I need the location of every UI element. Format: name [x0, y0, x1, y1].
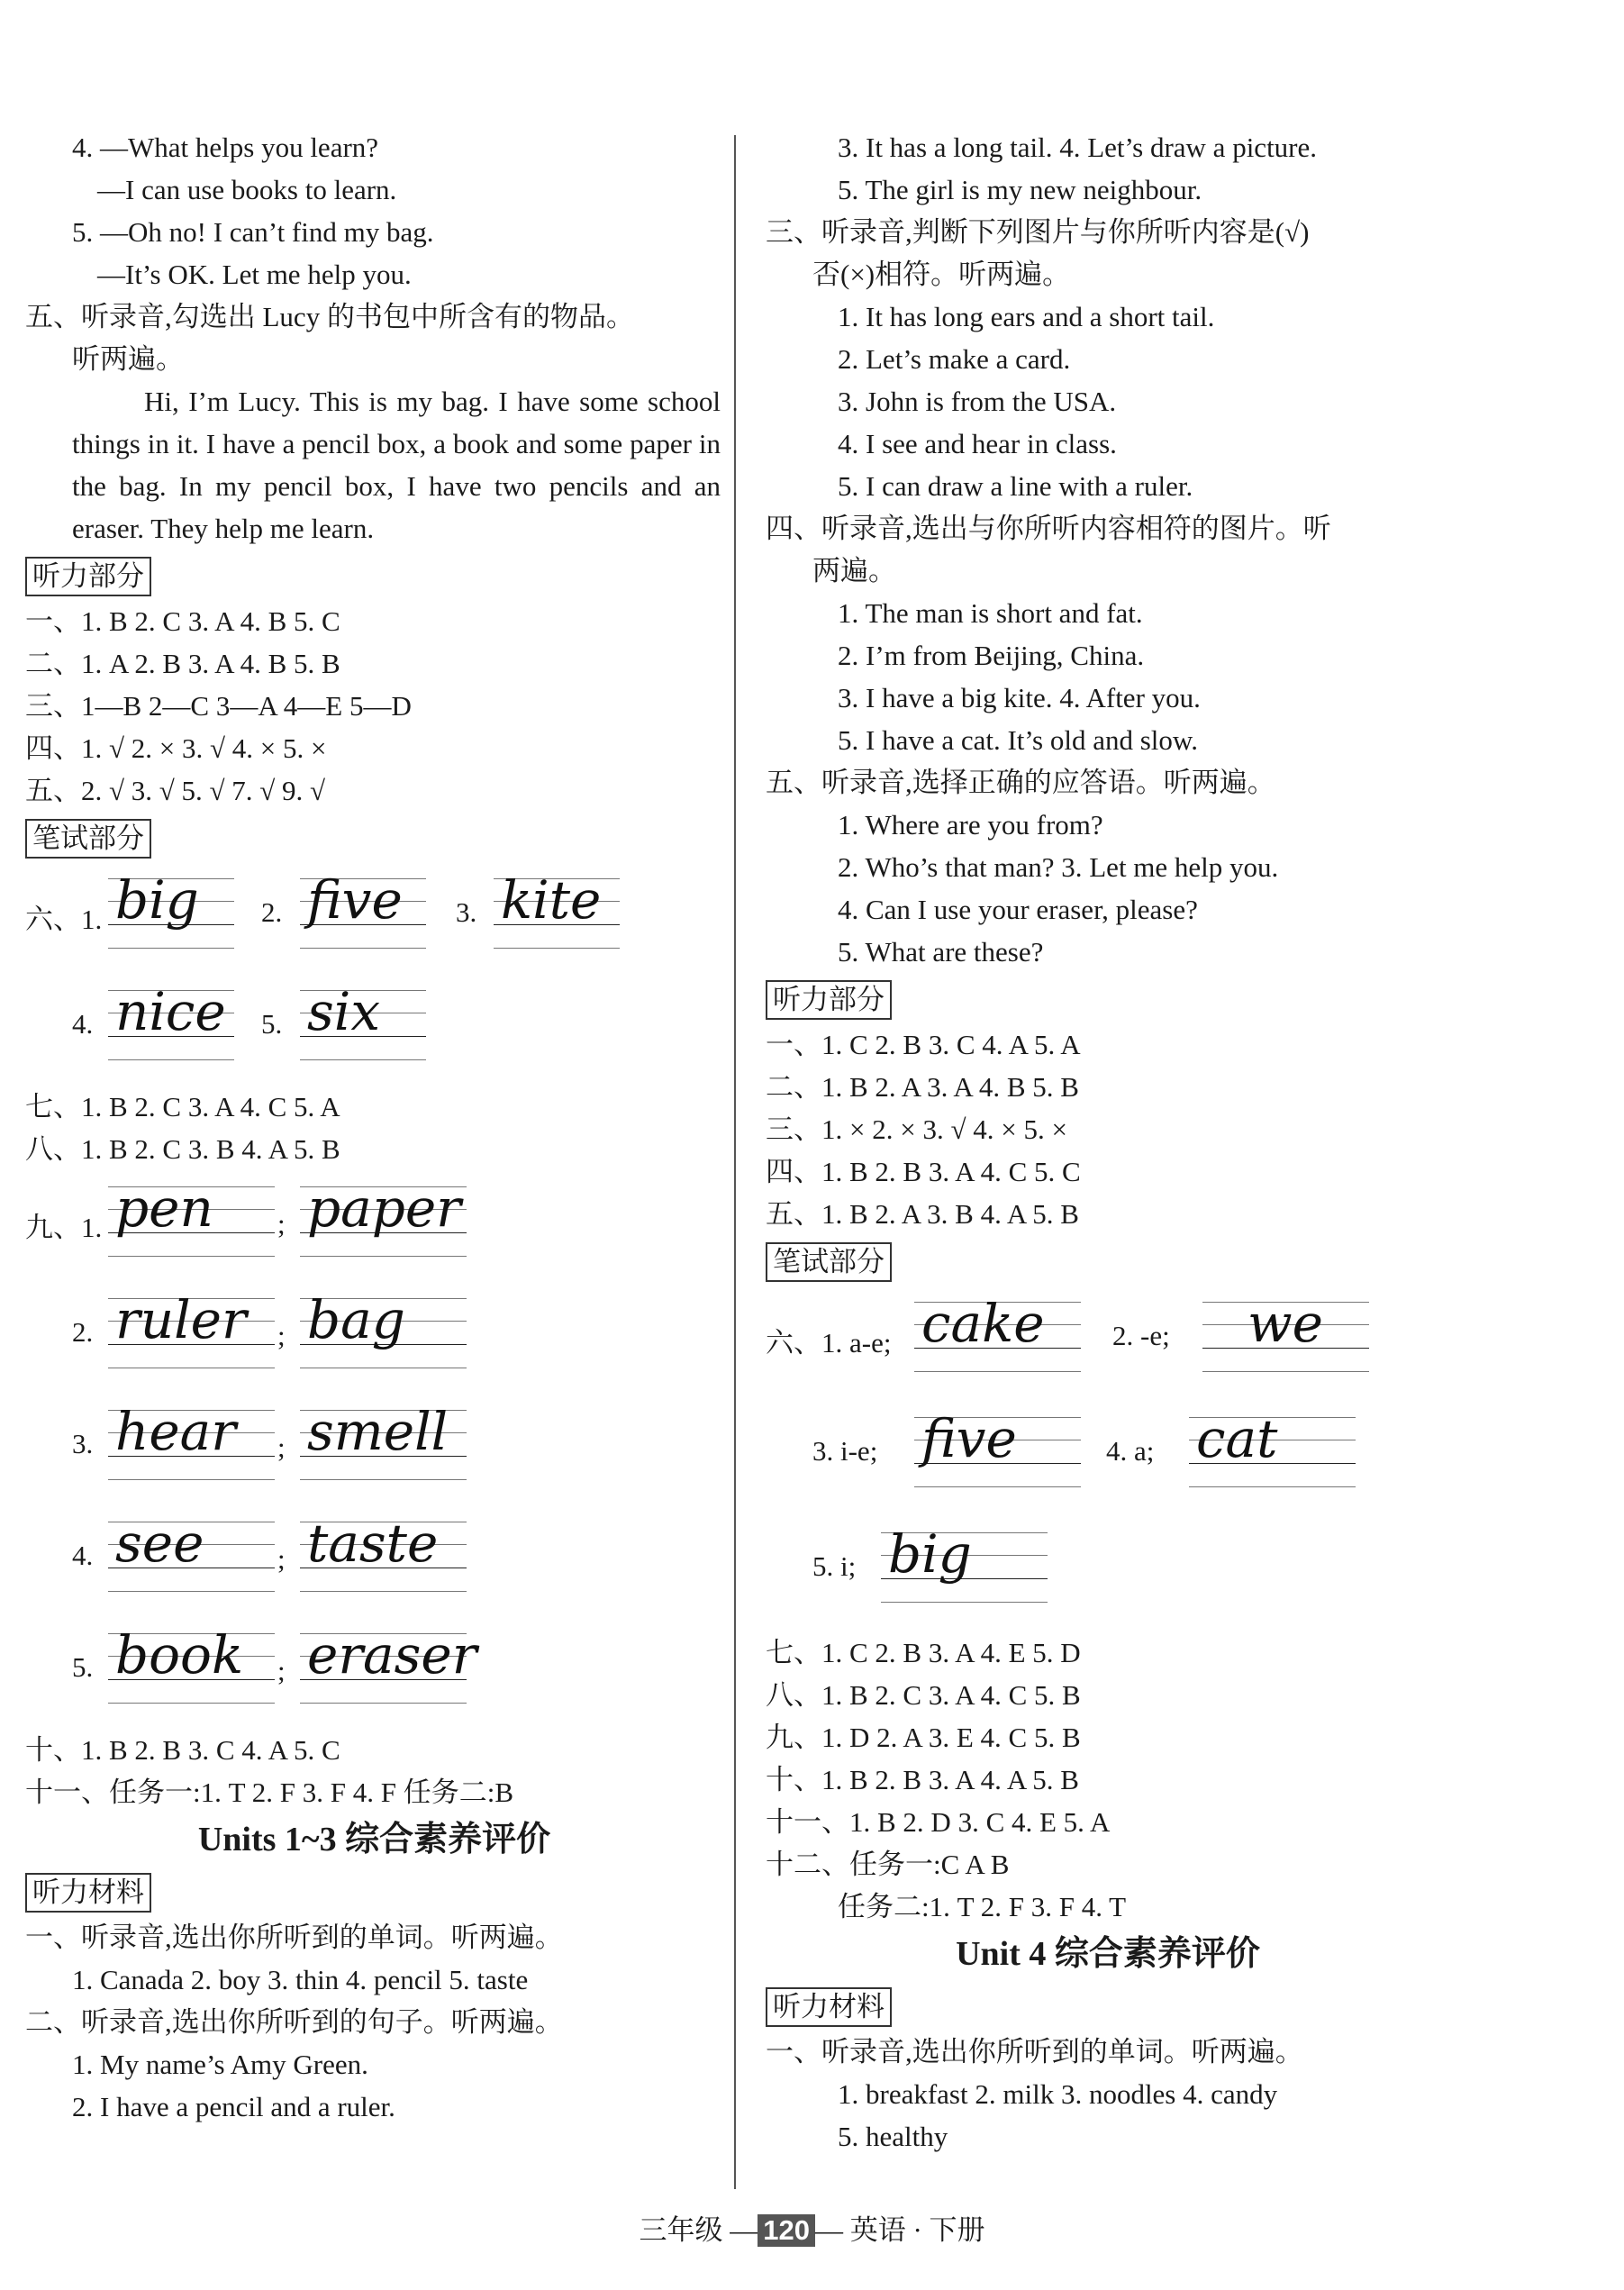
answer-line: 八、1. B 2. C 3. B 4. A 5. B: [25, 1133, 340, 1165]
handwritten-word: kite: [501, 869, 602, 931]
answer-line: 九、1. D 2. A 3. E 4. C 5. B: [766, 1722, 1081, 1753]
text-line: 1. breakfast 2. milk 3. noodles 4. candy: [838, 2078, 1278, 2110]
answer-line: 十、1. B 2. B 3. C 4. A 5. C: [25, 1734, 340, 1766]
listen-part-box: 听力部分: [25, 557, 151, 596]
text-line: 5. I have a cat. It’s old and slow.: [838, 724, 1199, 756]
left-column: [25, 126, 723, 2128]
writing-lines: [1189, 1401, 1356, 1500]
item-number: 5.: [261, 1008, 283, 1040]
text-line: 4. I see and hear in class.: [838, 428, 1117, 459]
answer-line: 十二、任务一:C A B: [766, 1849, 1010, 1880]
answer-line: 四、1. B 2. B 3. A 4. C 5. C: [766, 1156, 1081, 1187]
text-line: 5. What are these?: [838, 936, 1044, 968]
text-line: 3. I have a big kite. 4. After you.: [838, 682, 1201, 713]
handwritten-word: pen: [115, 1177, 213, 1239]
answer-line: 一、1. C 2. B 3. C 4. A 5. A: [766, 1029, 1081, 1060]
writing-lines: [300, 1282, 467, 1381]
writing-lines: [300, 1394, 467, 1493]
item-label: 3. i-e;: [812, 1435, 878, 1467]
handwritten-word: bag: [307, 1289, 405, 1350]
handwriting-row: [766, 1401, 1450, 1516]
handwriting-row: [25, 974, 723, 1086]
text-line: 2. Let’s make a card.: [838, 343, 1071, 375]
handwritten-word: book: [115, 1624, 244, 1686]
section-title: 二、听录音,选出你所听到的句子。听两遍。: [25, 2006, 563, 2038]
text-line: 5. healthy: [838, 2121, 948, 2152]
section-title: 四、听录音,选出与你所听内容相符的图片。听: [766, 513, 1331, 544]
text-line: 3. John is from the USA.: [838, 386, 1117, 417]
handwriting-row: [25, 862, 723, 974]
writing-lines: [300, 1617, 477, 1716]
text-line: 2. I’m from Beijing, China.: [838, 640, 1145, 671]
page-footer: 三年级 — 120 — 英语 · 下册: [639, 2214, 985, 2246]
answer-line: 七、1. C 2. B 3. A 4. E 5. D: [766, 1637, 1081, 1668]
handwriting-row: 2. ruler ; bag: [25, 1282, 723, 1394]
section-title: 一、听录音,选出你所听到的单词。听两遍。: [25, 1922, 563, 1953]
writing-lines: [108, 1282, 275, 1381]
item-number: 3.: [72, 1428, 94, 1459]
answer-line: 一、1. B 2. C 3. A 4. B 5. C: [25, 605, 340, 637]
text-line: 2. I have a pencil and a ruler.: [72, 2091, 395, 2122]
section-title-cont: 听两遍。: [72, 343, 184, 375]
section-title: 三、听录音,判断下列图片与你所听内容是(√): [766, 216, 1310, 248]
item-number: 2.: [261, 896, 283, 928]
item-label: 六、1.: [25, 904, 103, 935]
column-divider: [734, 135, 736, 2189]
writing-lines: [108, 1617, 275, 1716]
section-title: 五、听录音,选择正确的应答语。听两遍。: [766, 767, 1275, 798]
writing-lines: [108, 974, 234, 1073]
item-number: 4.: [72, 1008, 94, 1040]
answer-line: 七、1. B 2. C 3. A 4. C 5. A: [25, 1091, 340, 1122]
handwritten-word: big: [115, 869, 199, 931]
handwritten-word: hear: [115, 1401, 236, 1462]
footer-grade: 三年级: [639, 2214, 723, 2246]
answer-line: 二、1. A 2. B 3. A 4. B 5. B: [25, 648, 340, 679]
writing-lines: [300, 1170, 467, 1269]
handwriting-row: 4. see ; taste: [25, 1505, 723, 1617]
right-column: [766, 126, 1450, 2158]
footer-subject: 英语 · 下册: [849, 2214, 985, 2246]
text-line: 4. Can I use your eraser, please?: [838, 894, 1198, 925]
handwritten-word: six: [307, 981, 381, 1042]
section-title: 五、听录音,勾选出 Lucy 的书包中所含有的物品。: [25, 301, 634, 332]
item-label: 六、1. a-e;: [766, 1327, 892, 1359]
writing-lines: [914, 1401, 1081, 1500]
text-line: —It’s OK. Let me help you.: [97, 259, 412, 290]
item-number: 4.: [72, 1540, 94, 1571]
item-label: 4. a;: [1106, 1435, 1155, 1467]
writing-lines: [881, 1516, 1048, 1615]
writing-lines: [108, 1505, 275, 1604]
handwritten-word: big: [888, 1523, 972, 1585]
answer-line: 八、1. B 2. C 3. A 4. C 5. B: [766, 1679, 1081, 1711]
handwritten-word: see: [115, 1513, 204, 1574]
answer-line: 三、1—B 2—C 3—A 4—E 5—D: [25, 690, 412, 722]
passage: Hi, I’m Lucy. This is my bag. I have some school things in it. I have a pencil box, a book and some paper in the bag. In my pencil box, I have two pencils and an eraser. They help me learn.: [72, 386, 721, 544]
handwriting-row: [766, 1516, 1450, 1631]
section-heading: Unit 4 综合素养评价: [956, 1935, 1260, 1973]
handwritten-word: cake: [921, 1293, 1045, 1354]
section-title-cont: 否(×)相符。听两遍。: [812, 259, 1071, 290]
writing-lines: [300, 974, 426, 1073]
handwritten-word: smell: [307, 1401, 449, 1462]
text-line: 1. Where are you from?: [838, 809, 1103, 841]
text-line: 1. Canada 2. boy 3. thin 4. pencil 5. taste: [72, 1964, 529, 1995]
text-line: 2. Who’s that man? 3. Let me help you.: [838, 851, 1279, 883]
handwriting-row: 3. hear ; smell: [25, 1394, 723, 1505]
material-box: 听力材料: [25, 1873, 151, 1913]
item-label: 2. -e;: [1112, 1320, 1170, 1351]
handwritten-word: paper: [307, 1177, 461, 1239]
text-line: 3. It has a long tail. 4. Let’s draw a picture.: [838, 132, 1318, 163]
handwriting-row: 5. book ; eraser: [25, 1617, 723, 1729]
text-line: 4. —What helps you learn?: [72, 132, 379, 163]
answer-line: 四、1. √ 2. × 3. √ 4. × 5. ×: [25, 732, 327, 764]
handwriting-row: 九、1. pen ; paper: [25, 1170, 723, 1282]
handwritten-word: we: [1247, 1293, 1323, 1354]
text-line: 1. My name’s Amy Green.: [72, 2049, 368, 2080]
section-title-cont: 两遍。: [812, 555, 896, 586]
listen-part-box: 听力部分: [766, 980, 892, 1020]
answer-line: 任务二:1. T 2. F 3. F 4. T: [838, 1891, 1127, 1922]
section-heading: Units 1~3 综合素养评价: [197, 1821, 551, 1858]
written-part-box: 笔试部分: [25, 819, 151, 859]
answer-line: 五、2. √ 3. √ 5. √ 7. √ 9. √: [25, 775, 326, 806]
handwritten-word: cat: [1196, 1408, 1278, 1469]
writing-lines: [494, 862, 620, 961]
handwritten-word: ruler: [115, 1289, 247, 1350]
writing-lines: [300, 862, 426, 961]
answer-line: 十、1. B 2. B 3. A 4. A 5. B: [766, 1764, 1079, 1795]
item-number: 5.: [72, 1651, 94, 1683]
writing-lines: [914, 1286, 1081, 1385]
item-number: 3.: [456, 896, 477, 928]
answer-line: 五、1. B 2. A 3. B 4. A 5. B: [766, 1198, 1079, 1230]
text-line: 5. The girl is my new neighbour.: [838, 174, 1202, 205]
section-title: 一、听录音,选出你所听到的单词。听两遍。: [766, 2036, 1303, 2067]
item-number: 2.: [72, 1316, 94, 1348]
handwritten-word: five: [307, 869, 403, 931]
handwritten-word: eraser: [307, 1624, 477, 1686]
text-line: 5. I can draw a line with a ruler.: [838, 470, 1193, 502]
material-box: 听力材料: [766, 1987, 892, 2027]
handwritten-word: taste: [307, 1513, 439, 1574]
handwritten-word: nice: [115, 981, 226, 1042]
answer-line: 十一、任务一:1. T 2. F 3. F 4. F 任务二:B: [25, 1777, 513, 1808]
text-line: 1. It has long ears and a short tail.: [838, 301, 1215, 332]
writing-lines: [108, 1394, 275, 1493]
handwritten-word: five: [921, 1408, 1017, 1469]
text-line: —I can use books to learn.: [97, 174, 397, 205]
text-line: 5. —Oh no! I can’t find my bag.: [72, 216, 434, 248]
answer-line: 十一、1. B 2. D 3. C 4. E 5. A: [766, 1806, 1111, 1838]
page-number: 120: [758, 2214, 815, 2247]
text-line: 1. The man is short and fat.: [838, 597, 1143, 629]
item-label: 5. i;: [812, 1550, 857, 1582]
writing-lines: [108, 1170, 275, 1269]
written-part-box: 笔试部分: [766, 1242, 892, 1282]
item-label: 九、1.: [25, 1212, 103, 1243]
answer-line: 三、1. × 2. × 3. √ 4. × 5. ×: [766, 1113, 1067, 1145]
writing-lines: [108, 862, 234, 961]
writing-lines: [300, 1505, 467, 1604]
writing-lines: [1202, 1286, 1369, 1385]
answer-line: 二、1. B 2. A 3. A 4. B 5. B: [766, 1071, 1079, 1103]
handwriting-row: [766, 1286, 1450, 1401]
